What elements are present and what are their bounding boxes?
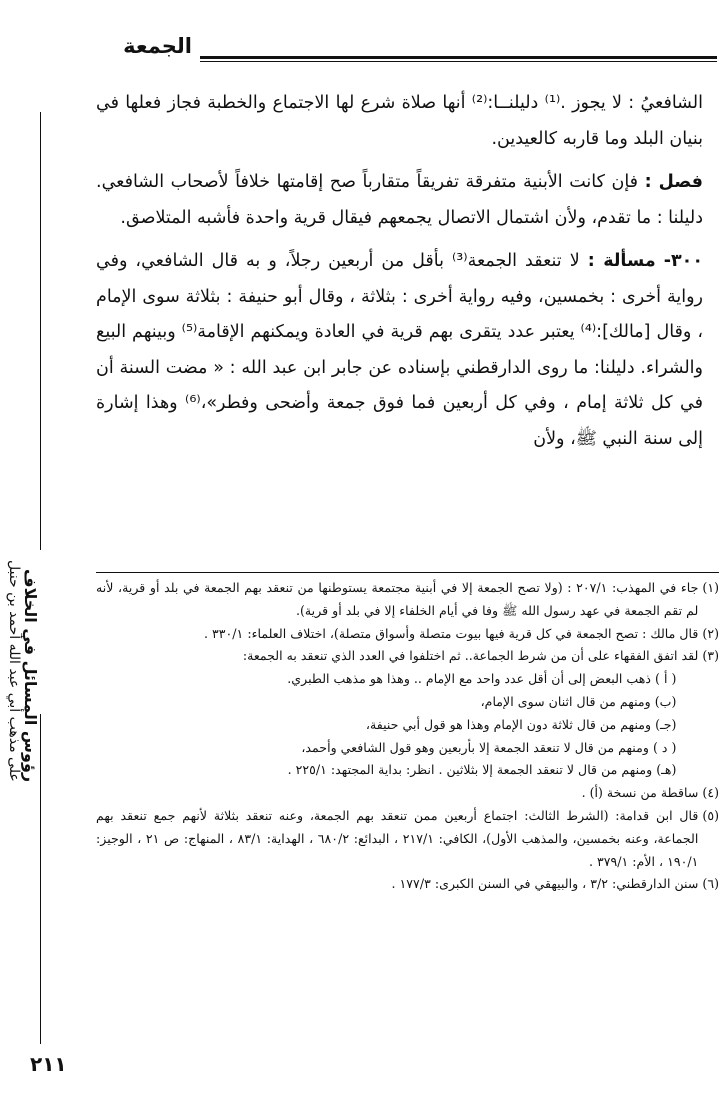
footnote-3-item: ( أ ) ذهب البعض إلى أن أقل عدد واحد مع الإمام .. وهذا هو مذهب الطبري.: [287, 671, 677, 687]
paragraph-3-text: لا تنعقد الجمعة⁽³⁾ بأقل من أربعين رجلاً، و به قال الشافعي، وفي رواية أخرى : بخمسين، وفيه رواية أخرى : بثلاثة ، وقال أبو حنيفة : بثلاثة سوى الإمام ، وقال [مالك]:⁽⁴⁾ يعتبر عدد يتقرى بهم قرية في العادة ويمكنهم الإقامة⁽⁵⁾ وبينهم البيع والشراء. دليلنا: ما روى الدارقطني بإسناده عن جابر ابن عبد الله : « مضت السنة أن في كل ثلاثة إمام ، وفي كل أربعين فما فوق جمعة وأضحى وفطر»،⁽⁶⁾ وهذا إشارة إلى سنة النبي ﷺ، ولأن: [96, 251, 703, 449]
footnote-number: (٣): [702, 648, 719, 664]
footnote-text: [96, 645, 698, 782]
footnote-text: قال ابن قدامة: (الشرط الثالث: اجتماع أربعين ممن تنعقد بهم الجمعة، وعنه تنعقد بثلاثة لأنهم جمع تنعقد بهم الجماعة، وعنه بخمسين، والمذهب الأول)، الكافي: ٢١٧/١ ، البدائع: ٦٨٠/٢ ، الهداية: ٨٣/١ ، المنهاج: ص ٢١ ، الوجيز: ١٩٠/١ ، الأم: ٣٧٩/١ .: [96, 807, 699, 869]
footnote-3-item: (هـ) ومنهم من قال لا تنعقد الجمعة إلا بثلاثين . انظر: بداية المجتهد: ٢٢٥/١ .: [287, 762, 677, 778]
footnote-number: (٤): [702, 785, 719, 801]
footnote-1: [96, 577, 719, 623]
running-header: [123, 34, 717, 74]
footnote-number: (٦): [702, 876, 719, 892]
footnote-4: [96, 782, 719, 805]
footnote-number: (٥): [702, 807, 719, 823]
book-side-title: [6, 560, 38, 782]
footnote-6: [96, 873, 719, 896]
footnote-text: ساقطة من نسخة (أ) .: [581, 785, 699, 801]
footnote-text: جاء في المهذب: ٢٠٧/١ : (ولا تصح الجمعة إلا في أبنية مجتمعة يستوطنها من تنعقد بهم الجمعة في بلد أو قرية، لأنه لم تقم الجمعة في عهد رسول الله ﷺ وفا في أيام الخلفاء إلا في بلد أو قرية).: [96, 580, 699, 618]
footnote-3: [96, 645, 719, 782]
footnote-3-item: (جـ) ومنهم من قال ثلاثة دون الإمام وهذا هو قول أبي حنيفة،: [365, 716, 677, 732]
paragraph-2: [96, 165, 703, 236]
issue-number: ٣٠٠-: [663, 251, 703, 271]
side-title-line2: على مذهب أبي عبد الله أحمد بن حنبل: [6, 560, 22, 782]
paragraph-2-text: فإن كانت الأبنية متفرقة تفريقاً متقارباً صح إقامتها خلافاً لأصحاب الشافعي. دليلنا : ما تقدم، ولأن اشتمال الاتصال يجمعهم فيقال قرية واحدة فأشبه المتلاصق.: [96, 172, 703, 228]
footnote-3-item: (ب) ومنهم من قال اثنان سوى الإمام،: [480, 693, 677, 709]
side-rule-top: [40, 112, 41, 550]
page-number: ٢١١: [30, 1052, 67, 1076]
paragraph-1-text: الشافعيُ : لا يجوز .⁽¹⁾ دليلنــا:⁽²⁾ أنها صلاة شرع لها الاجتماع والخطبة فجاز فعلها في بنيان البلد وما قاربه كالعيدين.: [96, 93, 703, 149]
footnotes: [96, 572, 719, 896]
footnote-3-intro: لقد اتفق الفقهاء على أن من شرط الجماعة.. ثم اختلفوا في العدد الذي تنعقد به الجمعة:: [242, 648, 699, 664]
issue-heading: مسألة :: [587, 251, 656, 271]
paragraph-3: [96, 244, 703, 457]
footnote-text: قال مالك : تصح الجمعة في كل قرية فيها بيوت متصلة وأسواق متصلة)، اختلاف العلماء: ٣٣٠/١ .: [204, 625, 699, 641]
side-rule-bottom: [40, 714, 41, 1044]
footnote-2: [96, 623, 719, 646]
section-heading: فصل :: [644, 172, 703, 192]
header-rule: [200, 56, 717, 59]
side-title-line1: رؤوس المسائل في الخلاف: [21, 568, 40, 782]
footnote-5: [96, 805, 719, 873]
footnote-number: (١): [702, 580, 719, 595]
main-text: [96, 86, 703, 465]
footnote-number: (٢): [702, 625, 719, 641]
footnote-text: سنن الدارقطني: ٣/٢ ، والبيهقي في السنن الكبرى: ١٧٧/٣ .: [391, 876, 699, 892]
footnote-3-item: ( د ) ومنهم من قال لا تنعقد الجمعة إلا بأربعين وهو قول الشافعي وأحمد،: [301, 739, 677, 755]
paragraph-1: [96, 86, 703, 157]
header-rule-thin: [200, 61, 717, 62]
chapter-title: الجمعة: [123, 34, 192, 58]
